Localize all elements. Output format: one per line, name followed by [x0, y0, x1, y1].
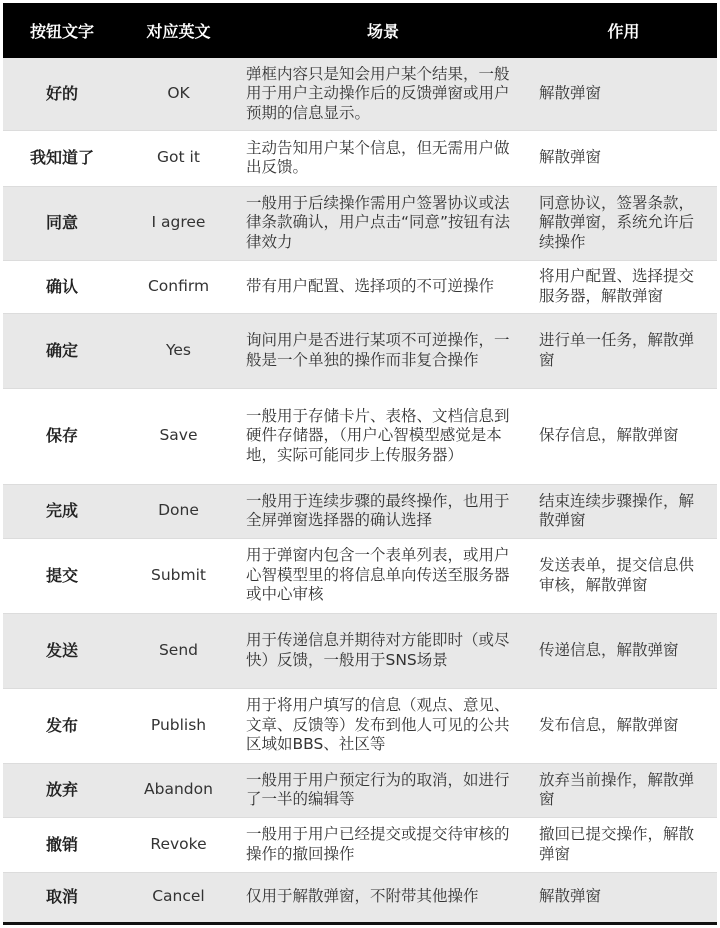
cell-scene: 弹框内容只是知会用户某个结果，一般用于用户主动操作后的反馈弹窗或用户预期的信息显示。: [236, 58, 530, 130]
cell-scene: 一般用于后续操作需用户签署协议或法律条款确认，用户点击“同意”按钮有法律效力: [236, 186, 530, 260]
cell-button-text: 我知道了: [3, 130, 121, 186]
cell-usage: 传递信息，解散弹窗: [530, 613, 717, 688]
cell-button-text: 放弃: [3, 763, 121, 817]
cell-usage: 进行单一任务，解散弹窗: [530, 313, 717, 388]
cell-english: Revoke: [121, 817, 236, 872]
table-row: [3, 260, 717, 313]
table-row: [3, 872, 717, 923]
cell-scene: 用于弹窗内包含一个表单列表，或用户心智模型里的将信息单向传送至服务器或中心审核: [236, 538, 530, 613]
table-row: [3, 388, 717, 484]
table-row: [3, 130, 717, 186]
cell-usage: 解散弹窗: [530, 872, 717, 923]
cell-english: Abandon: [121, 763, 236, 817]
cell-english: Publish: [121, 688, 236, 763]
table-row: [3, 58, 717, 130]
cell-scene: 询问用户是否进行某项不可逆操作，一般是一个单独的操作而非复合操作: [236, 313, 530, 388]
cell-button-text: 好的: [3, 58, 121, 130]
cell-english: Cancel: [121, 872, 236, 923]
cell-button-text: 取消: [3, 872, 121, 923]
cell-usage: 解散弹窗: [530, 130, 717, 186]
table-row: [3, 186, 717, 260]
cell-usage: 保存信息，解散弹窗: [530, 388, 717, 484]
cell-english: Yes: [121, 313, 236, 388]
cell-button-text: 确认: [3, 260, 121, 313]
cell-scene: 用于将用户填写的信息（观点、意见、文章、反馈等）发布到他人可见的公共区域如BBS、社区等: [236, 688, 530, 763]
cell-scene: 一般用于存储卡片、表格、文档信息到硬件存储器，（用户心智模型感觉是本地，实际可能同步上传服务器）: [236, 388, 530, 484]
cell-usage: 发送表单，提交信息供审核，解散弹窗: [530, 538, 717, 613]
cell-english: Send: [121, 613, 236, 688]
cell-usage: 同意协议，签署条款，解散弹窗，系统允许后续操作: [530, 186, 717, 260]
cell-button-text: 提交: [3, 538, 121, 613]
table-row: [3, 613, 717, 688]
cell-scene: 带有用户配置、选择项的不可逆操作: [236, 260, 530, 313]
table-row: [3, 484, 717, 538]
button-text-table: [3, 3, 717, 925]
cell-scene: 一般用于用户预定行为的取消，如进行了一半的编辑等: [236, 763, 530, 817]
cell-english: OK: [121, 58, 236, 130]
cell-button-text: 发布: [3, 688, 121, 763]
header-row: [3, 3, 717, 58]
cell-usage: 发布信息，解散弹窗: [530, 688, 717, 763]
cell-usage: 解散弹窗: [530, 58, 717, 130]
cell-button-text: 同意: [3, 186, 121, 260]
cell-english: Submit: [121, 538, 236, 613]
table-body: [3, 58, 717, 923]
cell-button-text: 撤销: [3, 817, 121, 872]
header-usage: 作用: [607, 22, 640, 41]
cell-english: Save: [121, 388, 236, 484]
cell-scene: 主动告知用户某个信息，但无需用户做出反馈。: [236, 130, 530, 186]
header-scene: 场景: [366, 22, 399, 41]
table-row: [3, 538, 717, 613]
table-row: [3, 817, 717, 872]
header-english: 对应英文: [146, 22, 211, 41]
cell-button-text: 完成: [3, 484, 121, 538]
cell-button-text: 发送: [3, 613, 121, 688]
cell-usage: 放弃当前操作，解散弹窗: [530, 763, 717, 817]
table-header: [3, 3, 717, 58]
cell-scene: 用于传递信息并期待对方能即时（或尽快）反馈，一般用于SNS场景: [236, 613, 530, 688]
cell-usage: 将用户配置、选择提交服务器，解散弹窗: [530, 260, 717, 313]
cell-scene: 仅用于解散弹窗，不附带其他操作: [236, 872, 530, 923]
table-row: [3, 313, 717, 388]
cell-english: I agree: [121, 186, 236, 260]
header-button-text: 按钮文字: [29, 22, 94, 41]
cell-button-text: 确定: [3, 313, 121, 388]
cell-scene: 一般用于连续步骤的最终操作，也用于全屏弹窗选择器的确认选择: [236, 484, 530, 538]
cell-usage: 撤回已提交操作，解散弹窗: [530, 817, 717, 872]
table-row: [3, 763, 717, 817]
cell-button-text: 保存: [3, 388, 121, 484]
cell-english: Done: [121, 484, 236, 538]
cell-english: Confirm: [121, 260, 236, 313]
cell-english: Got it: [121, 130, 236, 186]
cell-scene: 一般用于用户已经提交或提交待审核的操作的撤回操作: [236, 817, 530, 872]
cell-usage: 结束连续步骤操作，解散弹窗: [530, 484, 717, 538]
table-row: [3, 688, 717, 763]
